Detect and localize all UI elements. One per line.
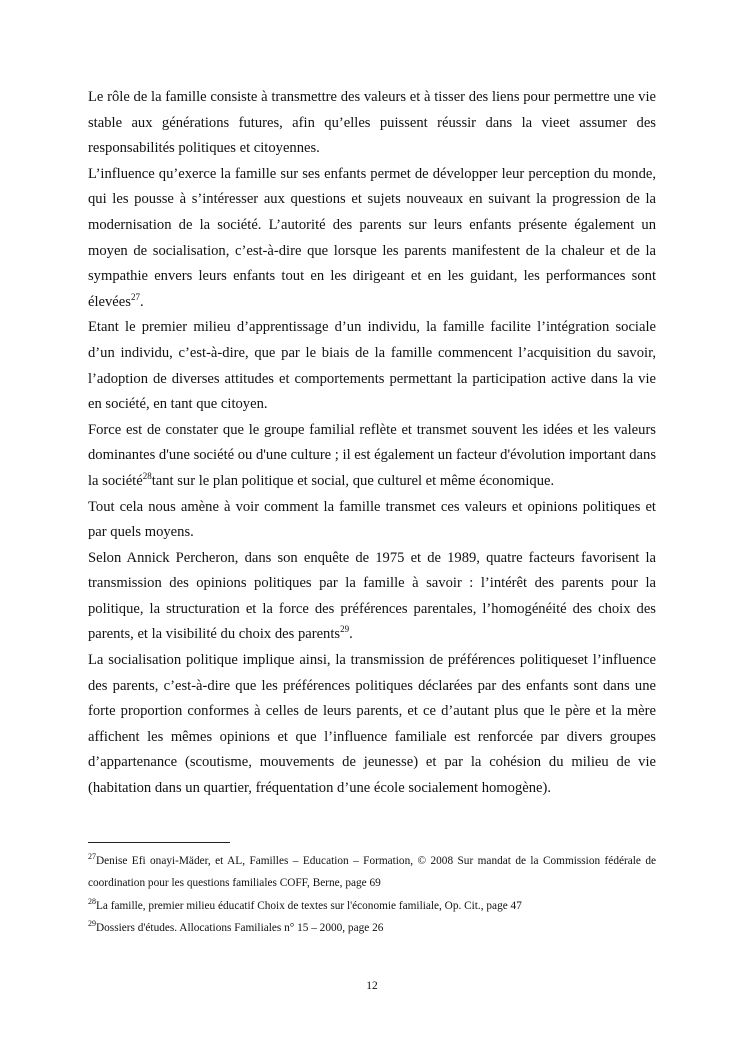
footnote-number: 28	[88, 896, 96, 906]
paragraph-first-learning-environment: Etant le premier milieu d’apprentissage d’un individu, la famille facilite l’intégration sociale d’un individu, c’est-à-dire, que par le biais de la famille commencent l’acquisition du savoir, l’adoption de diverses attitudes et comportements permettant la participation active dans la vie en société, en tant que citoyen.	[88, 319, 656, 413]
footnote-29	[88, 917, 656, 939]
paragraph-family-influence	[88, 162, 656, 316]
paragraph-family-group	[88, 418, 656, 495]
footnote-ref-29[interactable]: 29	[340, 624, 350, 635]
footnote-number: 27	[88, 852, 96, 861]
footnote-text: La famille, premier milieu éducatif Choix de textes sur l'économie familiale, Op. Cit., page 47	[96, 899, 522, 912]
paragraph-family-role: Le rôle de la famille consiste à transmettre des valeurs et à tisser des liens pour permettre une vie stable aux générations futures, afin qu’elles puissent réussir dans la vieet assumer des responsabilités politiques et citoyennes.	[88, 89, 656, 157]
paragraph-text: L’influence qu’exerce la famille sur ses enfants permet de développer leur perception du monde, qui les pousse à s’intéresser aux questions et sujets nouveaux en suivant la progression de la modernisation de la société. L’autorité des parents sur leurs enfants présente également un moyen de socialisation, c’est-à-dire que lorsque les parents manifestent de la chaleur et de la sympathie envers leurs enfants tout en les dirigeant et en les guidant, les performances sont élevées	[88, 165, 656, 310]
footnote-ref-27[interactable]: 27	[130, 291, 140, 302]
footnote-text: Dossiers d'études. Allocations Familiales n° 15 – 2000, page 26	[96, 922, 384, 935]
paragraph-text: Force est de constater que le groupe familial reflète et transmet souvent les idées et les valeurs dominantes d'une société ou d'une culture ; il est également un facteur d'évolution important dans la société	[88, 421, 656, 489]
body-text	[88, 85, 656, 802]
paragraph-percheron	[88, 546, 656, 648]
paragraph-end: .	[139, 293, 144, 310]
paragraph-text-continued: tant sur le plan politique et social, que culturel et même économique.	[151, 472, 555, 489]
footnotes	[88, 850, 656, 940]
paragraph-political-socialisation: La socialisation politique implique ainsi, la transmission de préférences politiqueset l’influence des parents, c’est-à-dire que les préférences politiques déclarées par des enfants sont dans une forte proportion conformes à celles de leurs parents, et ce d’autant plus que le père et la mère affichent les mêmes opinions et que l’influence familiale est renforcée par divers groupes d’appartenance (scoutisme, mouvements de jeunesse) et par la cohésion du milieu de vie (habitation dans un quartier, fréquentation d’une école socialement homogène).	[88, 652, 656, 797]
footnote-text: Denise Efi onayi-Mäder, et AL, Familles – Education – Formation, © 2008 Sur mandat de la Commission fédérale de coordination pour les questions familiales COFF, Berne, page 69	[88, 855, 656, 890]
footnote-number: 29	[88, 919, 96, 929]
paragraph-transition: Tout cela nous amène à voir comment la famille transmet ces valeurs et opinions politiques et par quels moyens.	[88, 498, 656, 541]
footnote-27	[88, 850, 656, 895]
paragraph-text: Selon Annick Percheron, dans son enquête de 1975 et de 1989, quatre facteurs favorisent la transmission des opinions politiques par la famille à savoir : l’intérêt des parents pour la politique, la structuration et la force des préférences parentales, l’homogénéité des choix des parents, et la visibilité du choix des parents	[88, 549, 656, 643]
footnote-separator	[88, 842, 230, 843]
footnote-ref-28[interactable]: 28	[142, 470, 152, 481]
page-number: 12	[366, 980, 378, 992]
paragraph-end: .	[349, 626, 353, 643]
footnote-28	[88, 895, 656, 917]
